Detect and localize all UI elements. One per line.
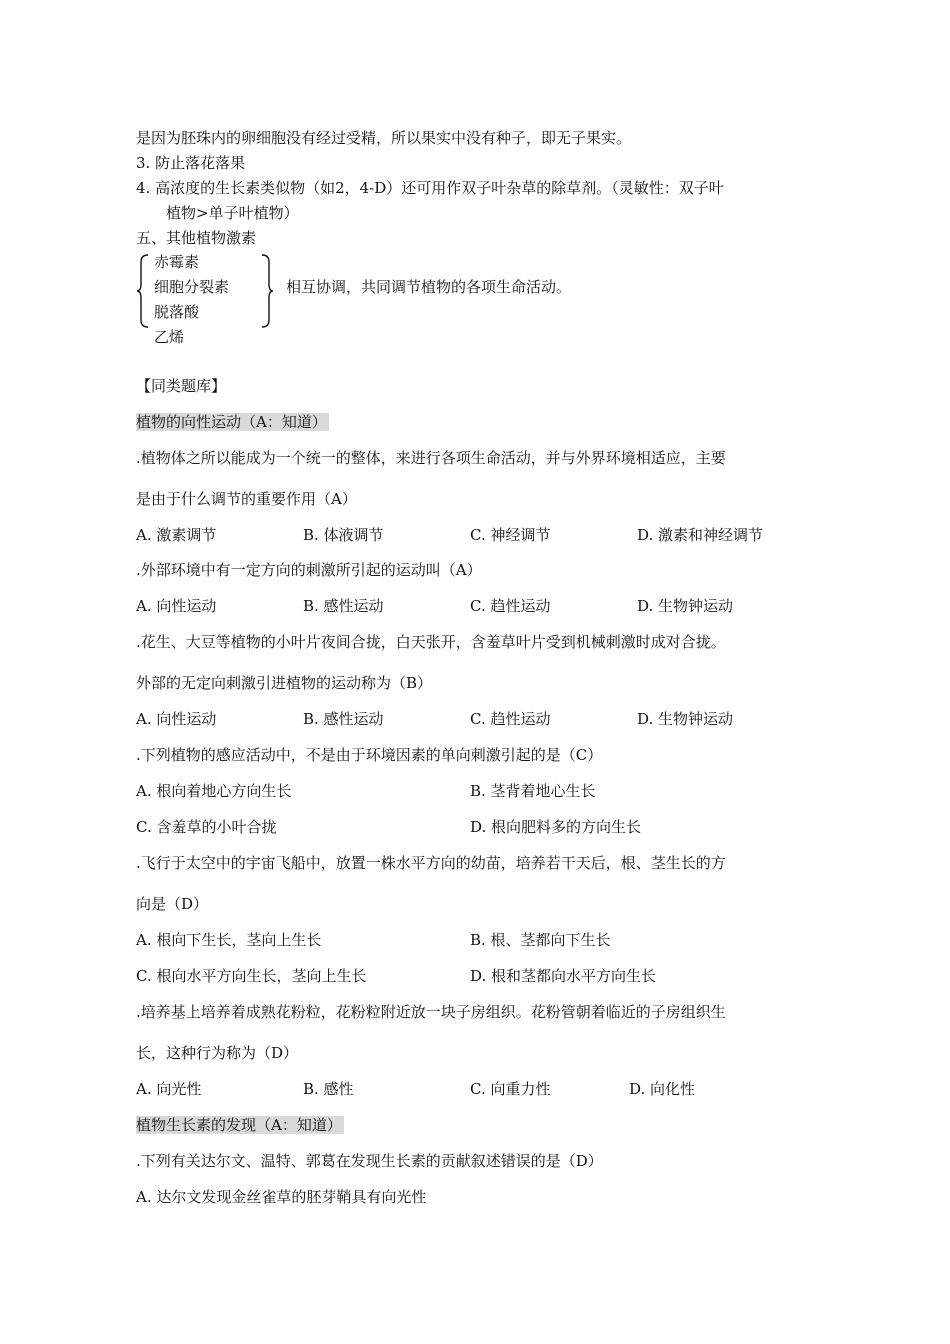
question-stem: .下列有关达尔文、温特、郭葛在发现生长素的贡献叙述错误的是（D）	[136, 1152, 603, 1170]
hormone-item: 赤霉素	[154, 253, 200, 271]
option-b: B. 体液调节	[303, 526, 384, 544]
option-d: D. 生物钟运动	[637, 597, 734, 615]
option-b: B. 感性	[303, 1080, 354, 1098]
option-b: B. 根、茎都向下生长	[470, 931, 611, 949]
question-stem: 外部的无定向刺激引进植物的运动称为（B）	[136, 674, 433, 692]
option-b: B. 感性运动	[303, 597, 384, 615]
option-a: A. 向性运动	[136, 710, 217, 728]
option-a: A. 达尔文发现金丝雀草的胚芽鞘具有向光性	[136, 1188, 427, 1206]
right-brace-icon	[260, 254, 274, 328]
question-stem: .下列植物的感应活动中，不是由于环境因素的单向刺激引起的是（C）	[136, 746, 603, 764]
question-stem: .花生、大豆等植物的小叶片夜间合拢，白天张开，含羞草叶片受到机械刺激时成对合拢。	[136, 633, 726, 651]
option-c: C. 向重力性	[470, 1080, 551, 1098]
topic-heading-2	[136, 1115, 344, 1135]
question-stem: .植物体之所以能成为一个统一的整体，来进行各项生命活动，并与外界环境相适应，主要	[136, 449, 726, 467]
question-stem: 是由于什么调节的重要作用（A）	[136, 490, 357, 508]
intro-item-4b: 植物>单子叶植物）	[166, 204, 299, 222]
option-a: A. 向光性	[136, 1080, 202, 1098]
option-a: A. 根向下生长，茎向上生长	[136, 931, 322, 949]
question-stem: .飞行于太空中的宇宙飞船中，放置一株水平方向的幼苗，培养若干天后，根、茎生长的方	[136, 854, 726, 872]
option-d: D. 生物钟运动	[637, 710, 734, 728]
option-c: C. 神经调节	[470, 526, 551, 544]
topic-heading-text: 植物生长素的发现（A：知道）	[136, 1116, 342, 1134]
question-bank-title: 【同类题库】	[136, 377, 227, 395]
option-d: D. 根向肥料多的方向生长	[470, 818, 642, 836]
option-c: C. 趋性运动	[470, 597, 551, 615]
option-b: B. 茎背着地心生长	[470, 782, 596, 800]
hormone-brace-group	[136, 252, 656, 352]
option-a: A. 向性运动	[136, 597, 217, 615]
hormone-item: 脱落酸	[154, 303, 200, 321]
coordination-text: 相互协调，共同调节植物的各项生命活动。	[286, 278, 572, 296]
option-d: D. 激素和神经调节	[637, 526, 764, 544]
intro-item-3: 3. 防止落花落果	[136, 154, 246, 172]
option-b: B. 感性运动	[303, 710, 384, 728]
hormone-item: 乙烯	[154, 328, 185, 346]
option-c: C. 根向水平方向生长，茎向上生长	[136, 967, 367, 985]
topic-heading-text: 植物的向性运动（A：知道）	[136, 413, 327, 431]
question-stem: 长，这种行为称为（D）	[136, 1044, 299, 1062]
question-stem: 向是（D）	[136, 895, 209, 913]
hormone-item: 细胞分裂素	[154, 278, 230, 296]
left-brace-icon	[136, 254, 150, 328]
question-stem: .培养基上培养着成熟花粉粒，花粉粒附近放一块子房组织。花粉管朝着临近的子房组织生	[136, 1003, 726, 1021]
option-d: D. 向化性	[629, 1080, 696, 1098]
intro-item-4a: 4. 高浓度的生长素类似物（如2，4-D）还可用作双子叶杂草的除草剂。（灵敏性：双子叶	[136, 179, 724, 197]
option-c: C. 趋性运动	[470, 710, 551, 728]
question-stem: .外部环境中有一定方向的刺激所引起的运动叫（A）	[136, 561, 482, 579]
option-c: C. 含羞草的小叶合拢	[136, 818, 277, 836]
option-a: A. 激素调节	[136, 526, 217, 544]
option-a: A. 根向着地心方向生长	[136, 782, 292, 800]
topic-heading-1	[136, 412, 329, 432]
intro-line-1: 是因为胚珠内的卵细胞没有经过受精，所以果实中没有种子，即无子果实。	[136, 129, 632, 147]
option-d: D. 根和茎都向水平方向生长	[470, 967, 657, 985]
section-5-heading: 五、其他植物激素	[136, 229, 257, 247]
